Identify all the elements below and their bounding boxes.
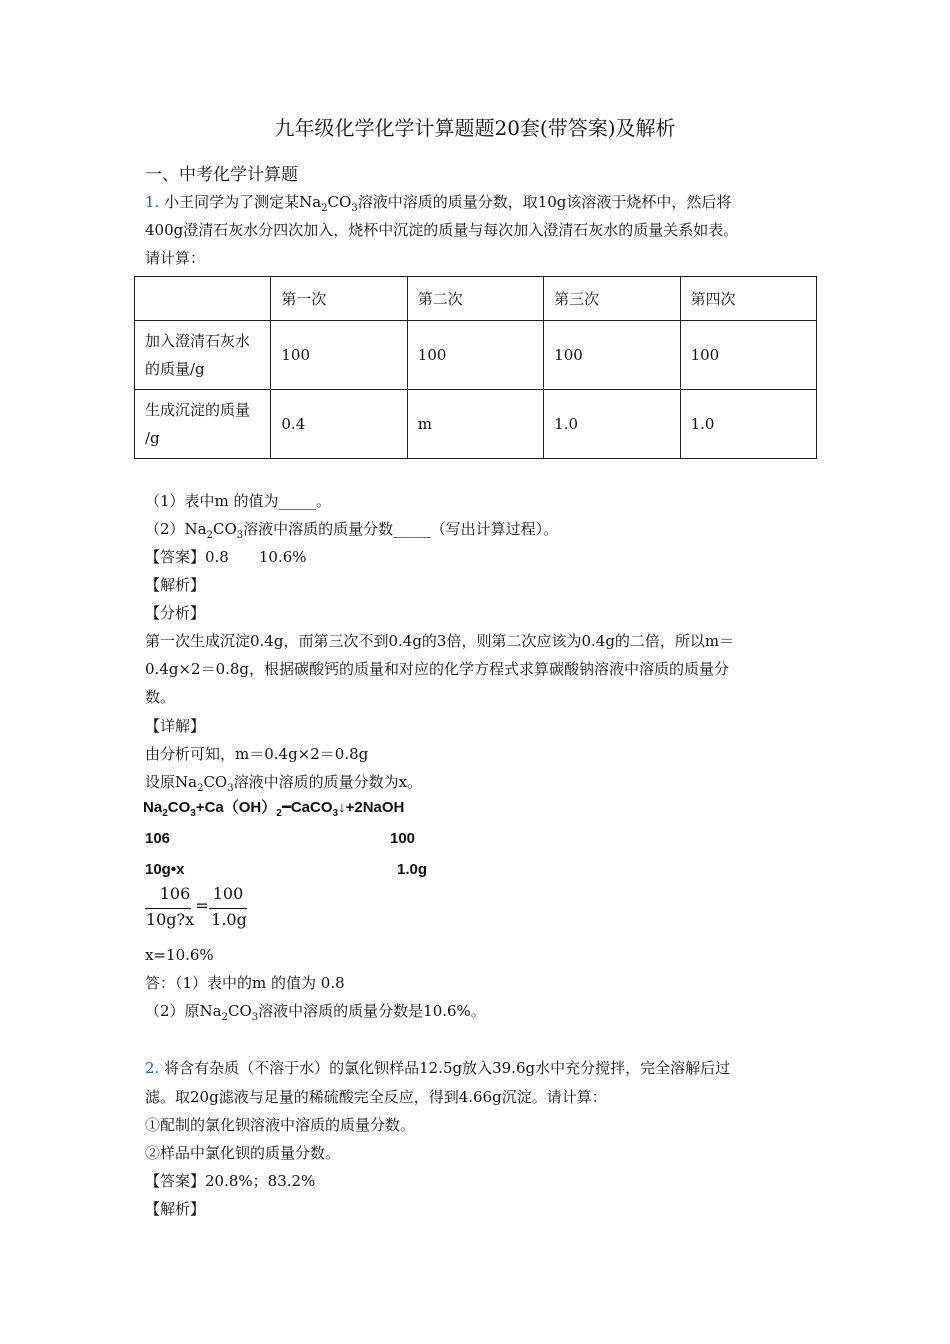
table-row-label xyxy=(135,321,271,390)
row-label-line: /g xyxy=(145,429,160,447)
eq-text: ↓+2NaOH xyxy=(338,799,405,816)
q2-answer: 【答案】20.8%；83.2% xyxy=(145,1172,316,1190)
text: 溶液中溶质的质量分数是10.6%。 xyxy=(258,1002,486,1020)
eq-sub: 3 xyxy=(332,808,339,819)
table-row xyxy=(135,321,817,390)
text: CO xyxy=(203,773,228,791)
q2-line3: ①配制的氯化钡溶液中溶质的质量分数。 xyxy=(145,1116,416,1134)
sub: 3 xyxy=(227,783,234,794)
row-label-line: 加入澄清石灰水 xyxy=(145,332,251,350)
q1-line2: 400g澄清石灰水分四次加入，烧杯中沉淀的质量与每次加入澄清石灰水的质量关系如表。 xyxy=(145,221,739,239)
frac-numerator-left: 106 xyxy=(159,884,191,903)
text: （2）Na xyxy=(145,520,207,538)
q1-sub-2: 2 xyxy=(321,203,328,214)
table-cell: 100 xyxy=(407,321,543,390)
q1-text-a: 小王同学为了测定某Na xyxy=(164,193,322,211)
frac-denominator-left: 10g?x xyxy=(145,910,195,929)
q1-analysis-line2: 0.4g×2＝0.8g，根据碳酸钙的质量和对应的化学方程式求算碳酸钠溶液中溶质的质量分 xyxy=(145,660,730,678)
table-cell: 100 xyxy=(680,321,816,390)
text: 设原Na xyxy=(145,773,198,791)
q2-number: 2. xyxy=(145,1059,160,1077)
q1-answer-line1: 答：（1）表中的m 的值为 0.8 xyxy=(145,974,345,992)
q1-sub-3: 3 xyxy=(351,203,358,214)
table-header-cell: 第二次 xyxy=(407,277,543,321)
table-cell: 100 xyxy=(544,321,680,390)
eq-sub: 2 xyxy=(162,808,168,819)
table-header-row xyxy=(135,277,817,321)
table-cell: 0.4 xyxy=(271,390,407,459)
q1-sub-question-1: （1）表中m 的值为_____。 xyxy=(145,492,332,510)
q1-analysis-line3: 数。 xyxy=(145,688,176,706)
document-title: 九年级化学化学计算题题20套(带答案)及解析 xyxy=(274,116,676,140)
q1-detail-line1: 由分析可知，m＝0.4g×2＝0.8g xyxy=(145,745,369,763)
text: （2）原Na xyxy=(145,1002,222,1020)
sub: 2 xyxy=(197,783,204,794)
q2-line2: 滤。取20g滤液与足量的稀硫酸完全反应，得到4.66g沉淀。请计算： xyxy=(145,1088,607,1106)
eq-text: CO xyxy=(167,799,191,816)
q1-line3: 请计算： xyxy=(145,249,206,267)
eq-text: +Ca（OH） xyxy=(195,799,277,816)
q2-text: 将含有杂质（不溶于水）的氯化钡样品12.5g放入39.6g水中充分搅拌，完全溶解后过 xyxy=(164,1059,731,1077)
table-cell: 1.0 xyxy=(544,390,680,459)
frac-bar-left xyxy=(145,908,191,909)
q1-analysis-line1: 第一次生成沉淀0.4g，而第三次不到0.4g的3倍，则第二次应该为0.4g的二倍，所以m＝ xyxy=(145,632,735,650)
eq-sub: 3 xyxy=(190,808,196,819)
sub: 2 xyxy=(221,1012,228,1023)
frac-denominator-right: 1.0g xyxy=(211,910,247,929)
q1-fenxi-label: 【分析】 xyxy=(145,604,206,622)
q1-answer: 【答案】0.8 10.6% xyxy=(145,548,307,566)
frac-equals: = xyxy=(195,896,209,915)
q1-xiangjie-label: 【详解】 xyxy=(145,717,206,735)
text: 溶液中溶质的质量分数为x。 xyxy=(233,773,423,791)
eq-sub: 2 xyxy=(276,808,282,819)
table-cell: 1.0 xyxy=(680,390,816,459)
table-row-label xyxy=(135,390,271,459)
q1-result: x=10.6% xyxy=(145,946,214,964)
row-label-line: 生成沉淀的质量 xyxy=(145,401,251,419)
q1-jiexi-label: 【解析】 xyxy=(145,576,206,594)
q1-sub-question-2 xyxy=(145,517,558,541)
table-cell: m xyxy=(407,390,543,459)
table-header-cell: 第三次 xyxy=(544,277,680,321)
q1-number: 1. xyxy=(145,193,160,211)
text: 溶液中溶质的质量分数_____（写出计算过程）。 xyxy=(243,520,559,538)
q1-detail-line2 xyxy=(145,770,422,794)
eq-row2-right: 100 xyxy=(390,830,416,847)
sub: 2 xyxy=(206,530,213,541)
eq-row2-left: 106 xyxy=(145,830,171,847)
q1-line1 xyxy=(145,190,731,214)
q2-jiexi-label: 【解析】 xyxy=(145,1200,206,1218)
frac-bar-right xyxy=(209,908,247,909)
eq-text: ━CaCO xyxy=(281,799,333,816)
q2-line4: ②样品中氯化钡的质量分数。 xyxy=(145,1144,341,1162)
section-heading: 一、中考化学计算题 xyxy=(145,165,298,185)
table-row xyxy=(135,390,817,459)
table-header-cell: 第一次 xyxy=(271,277,407,321)
q1-data-table xyxy=(134,276,817,459)
q2-line1 xyxy=(145,1056,730,1080)
frac-numerator-right: 100 xyxy=(212,884,244,903)
q1-text-c: 溶液中溶质的质量分数，取10g该溶液于烧杯中，然后将 xyxy=(357,193,732,211)
text: CO xyxy=(228,1002,252,1020)
sub: 3 xyxy=(236,530,244,541)
q1-text-b: CO xyxy=(327,193,352,211)
sub: 3 xyxy=(251,1012,259,1023)
eq-row3-left: 10g•x xyxy=(145,861,185,878)
table-header-cell xyxy=(135,277,271,321)
table-cell: 100 xyxy=(271,321,407,390)
eq-text: Na xyxy=(143,799,163,816)
row-label-line: 的质量/g xyxy=(145,360,205,378)
q1-answer-line2 xyxy=(145,999,486,1023)
table-header-cell: 第四次 xyxy=(680,277,816,321)
chemical-equation xyxy=(143,796,404,820)
text: CO xyxy=(213,520,237,538)
eq-row3-right: 1.0g xyxy=(397,861,428,878)
